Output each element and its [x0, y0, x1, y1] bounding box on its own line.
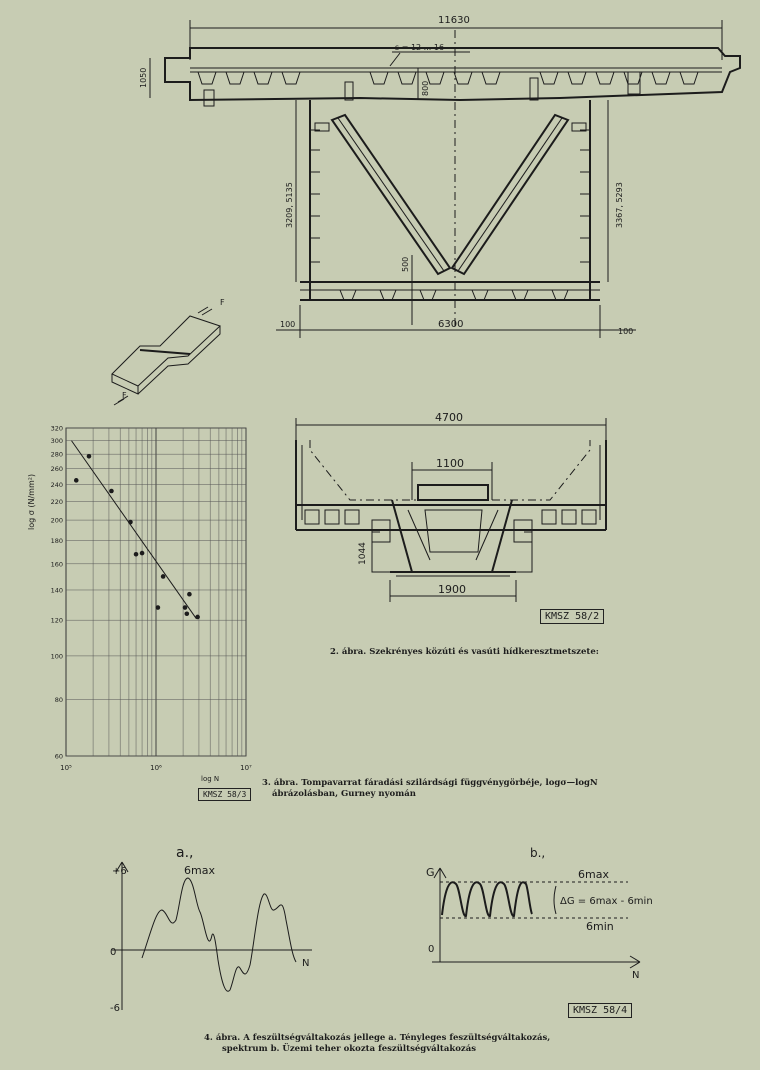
dim-right-height: 3367, 5293: [615, 182, 624, 228]
fig4b-yaxis: G: [426, 866, 435, 879]
sn-y-tick-label: 60: [54, 752, 63, 761]
deck-troughs: [198, 72, 698, 84]
sn-xlabel: log N: [201, 775, 220, 783]
sn-data-point: [161, 574, 166, 579]
fig4b-max: 6max: [578, 868, 609, 881]
fig4-stamp: KMSZ 58/4: [568, 1003, 632, 1018]
sn-data-point: [109, 489, 114, 494]
dim-left-height: 3209, 5135: [285, 182, 294, 228]
dim-left-overhang: 100: [280, 320, 296, 329]
fig4a-ybottom: -6: [110, 1003, 120, 1014]
fig4b-min: 6min: [586, 920, 614, 933]
sn-ylabel: log σ (N/mm²): [27, 473, 36, 530]
web-stiffeners-left: [310, 130, 320, 262]
fig2-deck-ribs: [305, 510, 596, 524]
sn-data-point: [140, 551, 145, 556]
sn-y-tick-label: 100: [50, 652, 63, 661]
dim-500: 500: [401, 256, 410, 272]
web-stiffeners-right: [580, 130, 590, 262]
sn-y-tick-label: 300: [50, 437, 63, 446]
sn-data-point: [74, 478, 79, 483]
figure2-box-section: [296, 411, 606, 602]
sn-y-tick-label: 160: [50, 560, 63, 569]
sn-y-tick-label: 200: [50, 516, 63, 525]
sn-data-point: [183, 605, 188, 610]
figure3-sn-chart: [27, 425, 252, 784]
sn-y-tick-label: 120: [50, 616, 63, 625]
sn-data-point: [156, 605, 161, 610]
dim-top-width: 4700: [435, 411, 463, 424]
sn-y-tick-label: 80: [54, 696, 63, 705]
force-label-top: F: [220, 298, 225, 307]
fig4a-xaxis: N: [302, 958, 310, 969]
force-label-bottom: F: [122, 391, 127, 400]
dim-width-total: 11630: [438, 15, 470, 26]
bottom-troughs: [300, 290, 600, 300]
dim-bottom-span: 6300: [438, 319, 464, 330]
figure4a-stress-history: [110, 845, 312, 1014]
sn-data-point: [185, 611, 190, 616]
fig4b-xaxis: N: [632, 970, 640, 981]
figure4b-load-spectrum: [426, 846, 653, 981]
sn-y-tick-label: 180: [50, 537, 63, 546]
dim-box-width: 1100: [436, 457, 464, 470]
fig4-label-b: b.,: [530, 846, 546, 860]
sn-x-tick-label: 10⁶: [150, 764, 162, 772]
sn-y-tick-label: 280: [50, 450, 63, 459]
sn-chart-y-ticks: [51, 425, 63, 761]
sn-chart-x-ticks: [60, 764, 252, 772]
fig4a-peak: 6max: [184, 864, 215, 877]
fig4-caption-line1: 4. ábra. A feszültségváltakozás jellege a. Tényleges feszültségváltakozás,: [204, 1033, 551, 1043]
dim-deck-height: 1050: [139, 67, 148, 88]
sn-data-point: [195, 615, 200, 620]
fig3-caption-line1: 3. ábra. Tompavarrat fáradási szilárdsági függvénygörbéje, logσ—logN: [262, 778, 598, 788]
sn-y-tick-label: 140: [50, 586, 63, 595]
dim-800: 800: [421, 80, 430, 96]
sn-y-tick-label: 320: [50, 424, 63, 433]
sn-x-tick-label: 10⁵: [60, 764, 72, 772]
fig4b-yzero: 0: [428, 944, 435, 955]
fig4-caption-line2: spektrum b. Üzemi teher okozta feszültségváltakozás: [222, 1044, 476, 1054]
sn-data-point: [187, 592, 192, 597]
sn-data-point: [134, 552, 139, 557]
fig3-stamp: KMSZ 58/3: [198, 788, 251, 801]
sn-y-tick-label: 240: [50, 480, 63, 489]
fig4-label-a: a.,: [176, 845, 194, 861]
fig4a-ytop: +6: [112, 866, 127, 877]
fig3-caption-line2: ábrázolásban, Gurney nyomán: [272, 789, 416, 799]
dim-right-overhang: 100: [618, 327, 634, 336]
sn-fit-line: [71, 441, 196, 619]
fig2-caption: 2. ábra. Szekrényes közúti és vasúti hídkeresztmetszete:: [330, 647, 599, 657]
sn-x-tick-label: 10⁷: [240, 764, 252, 772]
fig2-stamp: KMSZ 58/2: [540, 609, 604, 624]
dim-bottom-width: 1900: [438, 583, 466, 596]
butt-weld-specimen: [112, 298, 225, 405]
sn-chart-grid: [66, 428, 246, 756]
dim-plate-thickness: s = 12 ... 16: [395, 43, 445, 52]
sn-y-tick-label: 220: [50, 497, 63, 506]
fig4a-yzero: 0: [110, 947, 117, 958]
sn-data-point: [128, 520, 133, 525]
fig4b-delta: ΔG = 6max - 6min: [560, 896, 653, 907]
dim-box-height: 1044: [358, 542, 368, 565]
sn-data-point: [87, 454, 92, 459]
sn-y-tick-label: 260: [50, 465, 63, 474]
figure1-bridge-cross-section: [139, 15, 740, 338]
